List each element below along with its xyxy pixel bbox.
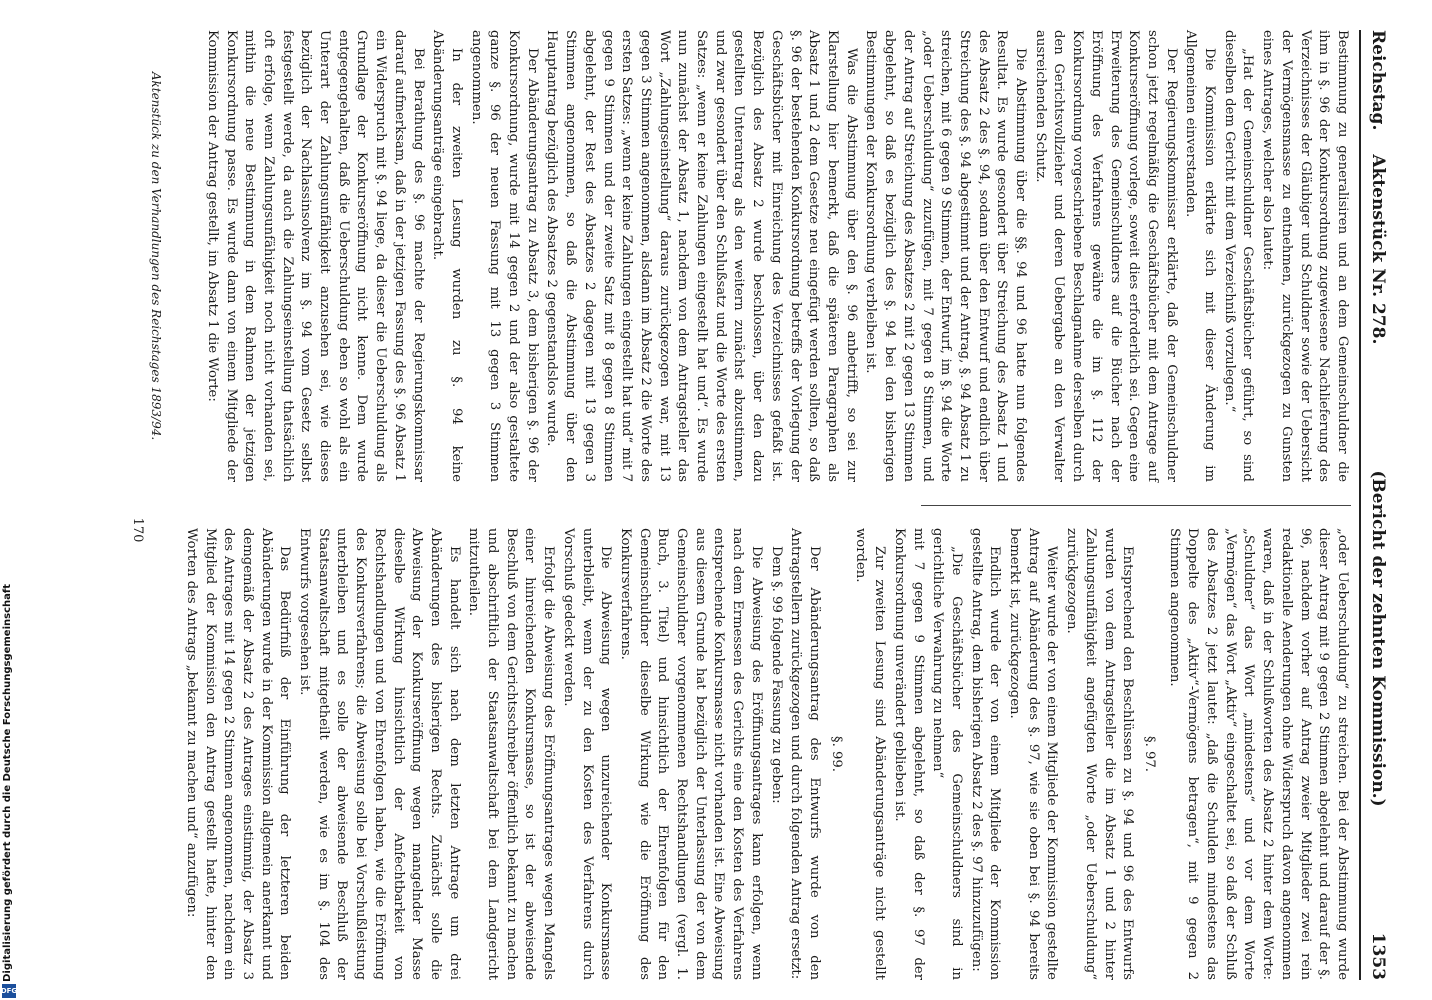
- bottom-page-number: 170: [130, 517, 145, 543]
- paragraph: Der Abänderungsantrag zu Absatz 3, dem bisherigen §. 96 der Konkursordnung, wurde mit 14 gegen 2 und der also gestaltete ganze §. 96 der neuen Fassung mit 13 gegen 3 Stimmen angenommen.: [468, 30, 540, 482]
- paragraph: „Hat der Gemeinschuldner Geschäftsbücher geführt, so sind dieselben dem Gericht mit dem Verzeichniß vorzulegen.“: [1221, 30, 1256, 482]
- paragraph: Die Abweisung des Eröffnungsantrages kann erfolgen, wenn nach dem Ermessen des Gerichts eine den Kosten des Verfahrens entsprechende Konkursmasse nicht vorhanden ist. Eine Abweisung aus diesem Grunde hat bezüglich der Unterlassung der von dem Gemeinschuldner vorgenommenen Rechtshandlungen (vergl. 1. Buch, 3. Titel) und hinsichtlich der Ehrenfolgen für den Gemeinschuldner dieselbe Wirkung wie die Eröffnung des Konkursverfahrens.: [617, 528, 764, 980]
- page-header: [1359, 30, 1395, 980]
- paragraph: Entsprechend den Beschlüssen zu §. 94 und 96 des Entwurfs wurden von dem Antragsteller die im Absatz 1 und 2 hinter Zahlungsunfähigkeit angefügten Worte „oder Ueberschuldung“ zurückgezogen.: [1064, 528, 1136, 980]
- paragraph: Die Abstimmung über die §§. 94 und 96 hatte nun folgendes Resultat. Es wurde gesondert über Streichung des Absatz 1 und des Absatz 2 des §. 94, sodann über den Entwurf und endlich über Streichung des §. 94 abgestimmt und der Antrag, §. 94 Absatz 1 zu streichen, mit 6 gegen 9 Stimmen, der Entwurf, im §. 94 die Worte „oder Ueberschuldung“ zuzufügen, mit 7 gegen 8 Stimmen, und der Antrag auf Streichung des Absatzes 2 mit 2 gegen 13 Stimmen abgelehnt, so daß es bezüglich des §. 94 bei den bisherigen Bestimmungen der Konkursordnung verbleiben ist.: [863, 30, 1029, 482]
- paragraph: Weiter wurde der von einem Mitgliede der Kommission gestellte Antrag auf Abänderung des §. 97, wie sie oben bei §. 94 bereits bemerkt ist, zurückgezogen.: [1007, 528, 1060, 980]
- paragraph: Dem §. 99 folgende Fassung zu geben:: [768, 546, 784, 804]
- dfg-logo-icon: DFG: [2, 984, 16, 998]
- digitization-attribution: Digitalisierung gefördert durch die Deutsche Forschungsgemeinschaft: [2, 584, 13, 982]
- paragraph: Bestimmung zu generalisiren und an dem Gemeinschuldner die ihm in §. 96 der Konkursordnung zugewiesene Nachlieferung des Verzeichnisses der Gläubiger und Schuldner sowie der Uebersicht der Vermögensmasse zu entnehmen, zurückgezogen zu Gunsten eines Antrages, welcher also lautet:: [1260, 30, 1350, 482]
- right-column: [180, 528, 1351, 980]
- left-column: [201, 30, 1351, 482]
- header-report-title: (Bericht der zehnten Kommission.): [1368, 470, 1388, 807]
- paragraph: „Die Geschäftsbücher des Gemeinschuldners sind in gerichtliche Verwahrung zu nehmen“: [930, 528, 964, 980]
- paragraph: Zur zweiten Lesung sind Abänderungsanträge nicht gestellt worden.: [853, 528, 888, 980]
- paragraph: Die Kommission erklärte sich mit dieser Änderung im Allgemeinen einverstanden.: [1183, 30, 1218, 482]
- header-document-number: Aktenstück Nr. 278.: [1368, 154, 1388, 345]
- footnote: Aktenstück zu den Verhandlungen des Reichstages 1893/94.: [149, 71, 163, 441]
- rotated-page: [80, 30, 1395, 980]
- paragraph: Bei Berathung des §. 96 machte der Regierungskommissar darauf aufmerksam, daß in der jetzigen Fassung des §. 96 Absatz 1 ein Widerspruch mit §. 94 liege, da dieser die Ueberschuldung als Grundlage der Konkurseröffnung nicht kenne. Dem wurde entgegengehalten, daß die Ueberschuldung eben so wohl als ein Unterart der Zahlungsunfähigkeit anzusehen sei, wie dieses bezüglich der Nachlassinsolvenz im §. 94 vom Gesetz selbst festgestellt werde, da auch die Zahlungseinstellung thatsächlich oft erfolge, wenn Zahlungsunfähigkeit noch nicht vorhanden sei, mithin die neue Bestimmung in dem Rahmen der jetzigen Konkursordnung passe. Es wurde dann von einem Mitgliede der Kommission der Antrag gestellt, im Absatz 1 die Worte:: [204, 30, 426, 482]
- paragraph: Erfolgt die Abweisung des Eröffnungsantrages wegen Mangels einer hinreichenden Konkursmasse, so ist der abweisende Beschluß von dem Gerichtsschreiber öffentlich bekannt zu machen und abschriftlich der Staatsanwaltschaft bei dem Landgericht mitzutheilen.: [466, 528, 557, 980]
- column-divider: [921, 505, 1351, 506]
- section-heading: §. 97.: [1141, 736, 1157, 772]
- section-heading: §. 99.: [828, 736, 844, 772]
- paragraph: In der zweiten Lesung wurden zu §. 94 keine Abänderungsanträge eingebracht.: [430, 30, 464, 482]
- paragraph: Die Abweisung wegen unzureichender Konkursmasse unterbleibt, wenn der zu den Kosten des Verfahrens durch Vorschuß gedeckt werden.: [560, 528, 614, 980]
- header-title: Reichstag.: [1368, 30, 1388, 131]
- paragraph: Es handelt sich nach dem letzten Antrage um drei Abänderungen des bisherigen Rechts. Zunächst solle die Abweisung der Konkurseröffnung wegen mangelnder Masse dieselbe Wirkung hinsichtlich der Anfechtbarkeit von Rechtshandlungen und von Ehrenfolgen haben, wie die Eröffnung des Konkursverfahrens; die Abweisung solle bei Vorschußleistung unterbleiben und es solle der abweisende Beschluß der Staatsanwaltschaft mitgetheilt werden, wie es im §. 104 des Entwurfs vorgesehen ist.: [297, 528, 462, 980]
- paragraph: Das Bedürfniß der Einführung der letzteren beiden Abänderungen wurde in der Kommission allgemein anerkannt und demgemäß der Absatz 2 des Antrages einstimmig, der Absatz 3 des Antrages mit 14 gegen 2 Stimmen angenommen, nachdem ein Mitglied der Kommission den Antrag gestellt hatte, hinter den Worten des Antrags „bekannt zu machen und“ anzufügen:: [183, 528, 293, 980]
- paragraph: Endlich wurde der von einem Mitgliede der Kommission gestellte Antrag, dem bisherigen Absatz 2 des §. 97 hinzuzufügen:: [968, 528, 1003, 980]
- paragraph: Was die Abstimmung über den §. 96 anbetrifft, so sei zur Klarstellung hier bemerkt, daß die späteren Paragraphen als Absatz 1 und 2 dem Gesetze neu eingefügt werden sollten, so daß §. 96 der bestehenden Konkursordnung betreffs der Vorlegung der Geschäftsbücher mit Einreichung des Verzeichnisses gefaßt ist. Bezüglich des Absatz 2 wurde beschlossen, über den dazu gestellten Unterantrag als den weitern zunächst abzustimmen, und zwar gesondert über den Schlußsatz und die Worte des ersten Satzes: „wenn er keine Zahlungen eingestellt hat und“. Es wurde nun zunächst der Absatz 1, nachdem von dem Antragsteller das Wort „Zahlungseinstellung“ daraus zurückgezogen war, mit 13 gegen 3 Stimmen angenommen, alsdann im Absatz 2 die Worte des ersten Satzes: „wenn er keine Zahlungen eingestellt hat und“ mit 7 gegen 9 Stimmen und der zweite Satz mit 8 gegen 8 Stimmen abgelehnt, der Rest des Absatzes 2 dagegen mit 13 gegen 3 Stimmen angenommen, so daß die Abstimmung über den Hauptantrag bezüglich des Absatzes 2 gegenstandslos wurde.: [544, 30, 859, 482]
- paragraph: mit 7 gegen 9 Stimmen abgelehnt, so daß der §. 97 der Konkursordnung unverändert geblieben ist.: [891, 528, 926, 980]
- paragraph: Der Abänderungsantrag des Entwurfs wurde von den Antragstellern zurückgezogen und durch folgenden Antrag ersetzt:: [788, 528, 823, 980]
- header-page-number: 1353: [1368, 932, 1388, 980]
- paragraph: Der Regierungskommissar erklärte, daß der Gemeinschuldner schon jetzt regelmäßig die Geschäftsbücher mit dem Antrage auf Konkurseröffnung vorlege, soweit dies erforderlich sei. Gegen eine Erweiterung des Gemeinschuldners auf die Bücher nach der Eröffnung des Verfahrens gewähre die im §. 112 der Konkursordnung vorgeschriebene Beschlagnahme derselben durch den Gerichtsvollzieher und deren Uebergabe an den Verwalter ausreichenden Schutz.: [1032, 30, 1179, 482]
- paragraph: „oder Ueberschuldung“ zu streichen. Bei der Abstimmung wurde dieser Antrag mit 9 gegen 2 Stimmen abgelehnt und darauf der §. 96, nachdem vorher auf Antrag zweier Mitglieder zwei rein redaktionelle Aenderungen ohne Widerspruch davon angenommen waren, daß in der Schlußworten des Absatz 2 hinter dem Worte: „Schuldner“ das Wort „mindestens“ und vor dem Worte „Vermögen“ das Wort „Aktiv“ eingeschaltet sei, so daß der Schluß des Absatzes 2 jetzt lautet: „daß die Schulden mindestens das Doppelte des „Aktiv“-Vermögens betragen“, mit 9 gegen 2 Stimmen angenommen.: [1166, 528, 1350, 980]
